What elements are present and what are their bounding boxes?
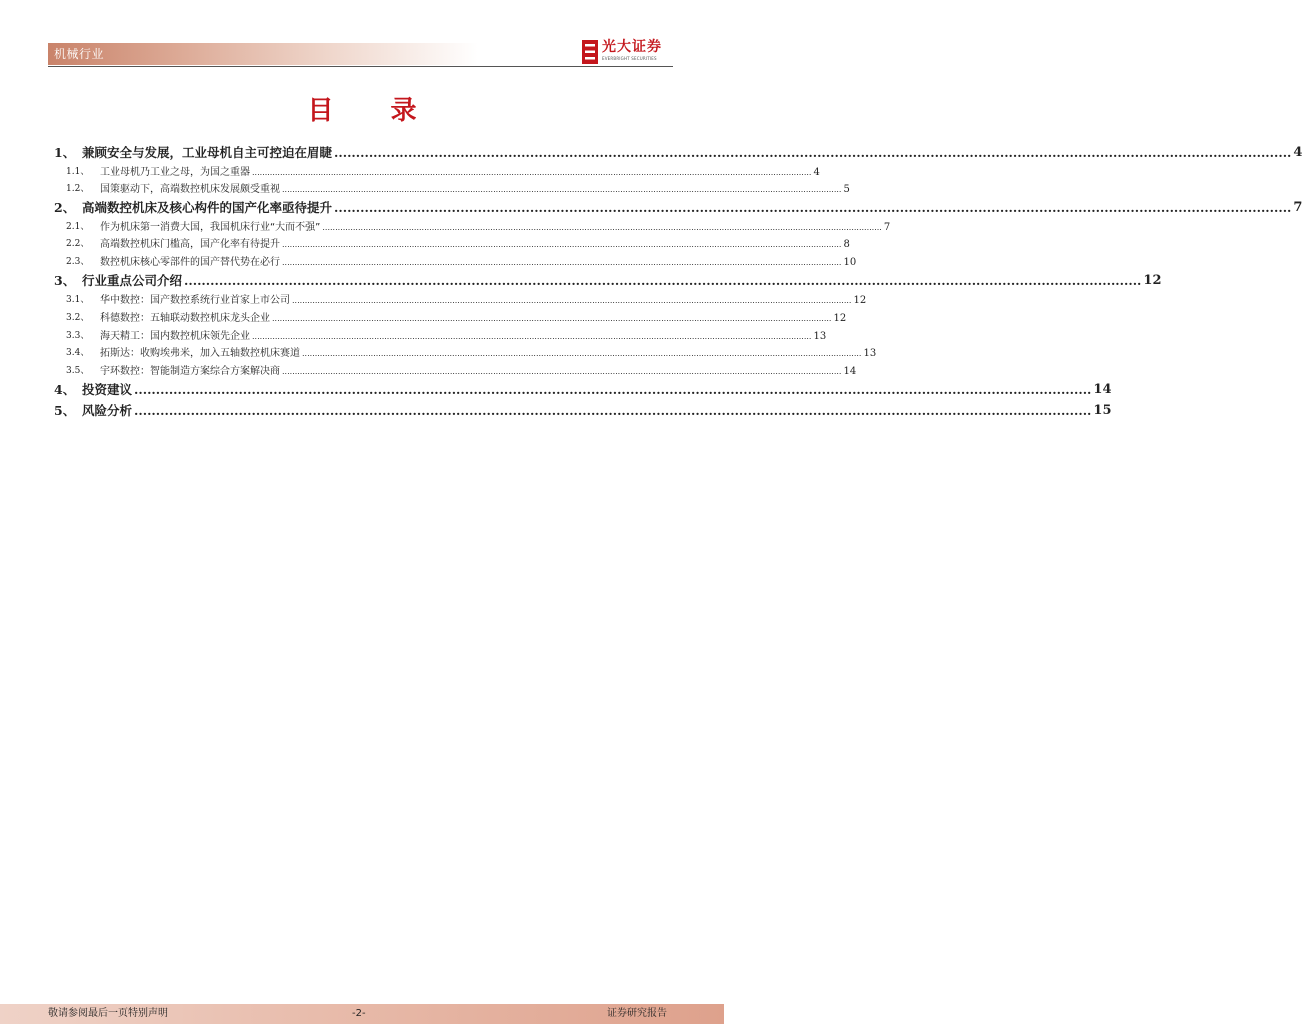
toc-entry-title: 高端数控机床门槛高，国产化率有待提升 bbox=[100, 239, 280, 250]
toc-entry-number: 3.2、 bbox=[66, 313, 90, 323]
toc-entry-title: 投资建议 bbox=[82, 382, 133, 397]
toc-entry-title: 高端数控机床及核心构件的国产化率亟待提升 bbox=[82, 200, 333, 215]
toc-entry[interactable] bbox=[54, 402, 1112, 419]
toc-entry-number: 2.3、 bbox=[66, 257, 90, 267]
toc-entry-page: 14 bbox=[1093, 382, 1112, 397]
toc-entry-page: 7 bbox=[883, 222, 891, 233]
toc-entry-number: 4、 bbox=[54, 382, 76, 397]
footer-band bbox=[0, 1004, 724, 1024]
toc-entry-title: 科德数控：五轴联动数控机床龙头企业 bbox=[100, 313, 270, 324]
toc-entry[interactable] bbox=[66, 237, 850, 251]
toc-entry-title: 行业重点公司介绍 bbox=[82, 273, 183, 288]
toc-entry-page: 4 bbox=[813, 167, 820, 178]
toc-entry-page: 7 bbox=[1293, 200, 1302, 215]
toc-entry-page: 13 bbox=[863, 348, 877, 359]
header-rule bbox=[48, 66, 673, 67]
toc-entry-page: 12 bbox=[853, 295, 867, 306]
toc-entry-page: 8 bbox=[843, 239, 850, 250]
toc-leader-dots: ............................................................................................................................................................................................................................ bbox=[252, 332, 812, 341]
toc-leader-dots: ............................................................................................................................................................................................................................ bbox=[252, 168, 812, 177]
toc-entry[interactable] bbox=[66, 346, 877, 360]
footer-page-number: -2- bbox=[352, 1008, 366, 1019]
toc-entry[interactable] bbox=[66, 329, 827, 343]
toc-entry[interactable] bbox=[66, 255, 857, 269]
toc-leader-dots: ............................................................................................................................................................................................................................ bbox=[134, 403, 1092, 418]
toc-entry[interactable] bbox=[54, 144, 1302, 161]
footer-report-type: 证券研究报告 bbox=[607, 1008, 667, 1019]
toc-entry-number: 3.1、 bbox=[66, 295, 90, 305]
toc-entry[interactable] bbox=[66, 293, 867, 307]
toc-entry-number: 5、 bbox=[54, 403, 76, 418]
toc-entry-page: 5 bbox=[843, 184, 850, 195]
toc-entry-page: 13 bbox=[813, 331, 827, 342]
toc-entry-number: 2.2、 bbox=[66, 239, 90, 249]
toc-entry-page: 10 bbox=[843, 257, 857, 268]
toc-entry[interactable] bbox=[54, 199, 1302, 216]
toc-leader-dots: ............................................................................................................................................................................................................................ bbox=[292, 296, 852, 305]
toc-leader-dots: ............................................................................................................................................................................................................................ bbox=[282, 367, 842, 376]
toc-entry-page: 12 bbox=[833, 313, 847, 324]
toc-entry-page: 12 bbox=[1143, 273, 1162, 288]
toc-entry-title: 海天精工：国内数控机床领先企业 bbox=[100, 331, 250, 342]
toc-entry-number: 3.5、 bbox=[66, 366, 90, 376]
toc-entry-title: 宇环数控：智能制造方案综合方案解决商 bbox=[100, 366, 280, 377]
toc-entry-number: 3.3、 bbox=[66, 331, 90, 341]
toc-leader-dots: ............................................................................................................................................................................................................................ bbox=[334, 200, 1292, 215]
toc-leader-dots: ............................................................................................................................................................................................................................ bbox=[282, 258, 842, 267]
toc-entry-number: 3.4、 bbox=[66, 348, 90, 358]
toc-entry-title: 风险分析 bbox=[82, 403, 133, 418]
everbright-logo bbox=[582, 39, 677, 65]
toc-entry-title: 兼顾安全与发展，工业母机自主可控迫在眉睫 bbox=[82, 145, 333, 160]
toc-entry[interactable] bbox=[54, 381, 1112, 398]
toc-entry-number: 1.2、 bbox=[66, 184, 90, 194]
toc-leader-dots: ............................................................................................................................................................................................................................ bbox=[134, 382, 1092, 397]
toc-leader-dots: ............................................................................................................................................................................................................................ bbox=[184, 273, 1142, 288]
page-title: 目 录 bbox=[307, 96, 441, 126]
logo-subtitle: EVERBRIGHT SECURITIES bbox=[602, 56, 657, 61]
toc-entry-title: 工业母机乃工业之母，为国之重器 bbox=[100, 167, 250, 178]
header-band bbox=[48, 43, 478, 65]
toc-leader-dots: ............................................................................................................................................................................................................................ bbox=[272, 314, 832, 323]
toc-leader-dots: ............................................................................................................................................................................................................................ bbox=[282, 240, 842, 249]
toc-leader-dots: ............................................................................................................................................................................................................................ bbox=[302, 349, 862, 358]
toc-entry-title: 作为机床第一消费大国，我国机床行业“大而不强” bbox=[100, 222, 321, 233]
toc-entry-title: 国策驱动下，高端数控机床发展颇受重视 bbox=[100, 184, 280, 195]
toc-entry-page: 4 bbox=[1293, 145, 1302, 160]
toc-entry[interactable] bbox=[66, 311, 847, 325]
toc-leader-dots: ............................................................................................................................................................................................................................ bbox=[282, 185, 842, 194]
toc-entry-number: 2.1、 bbox=[66, 222, 90, 232]
toc-entry-title: 华中数控：国产数控系统行业首家上市公司 bbox=[100, 295, 290, 306]
toc-entry-number: 2、 bbox=[54, 200, 76, 215]
header-section-label: 机械行业 bbox=[54, 47, 105, 61]
toc-entry-page: 15 bbox=[1093, 403, 1112, 418]
toc-entry-number: 1、 bbox=[54, 145, 76, 160]
toc-entry-number: 1.1、 bbox=[66, 167, 90, 177]
toc-entry-page: 14 bbox=[843, 366, 857, 377]
toc-entry[interactable] bbox=[66, 364, 857, 378]
toc-leader-dots: ............................................................................................................................................................................................................................ bbox=[322, 223, 882, 232]
logo-name: 光大证券 bbox=[602, 39, 662, 55]
toc-entry[interactable] bbox=[66, 165, 820, 179]
toc-leader-dots: ............................................................................................................................................................................................................................ bbox=[334, 145, 1292, 160]
toc-entry-title: 拓斯达：收购埃弗米，加入五轴数控机床赛道 bbox=[100, 348, 300, 359]
footer-disclaimer: 敬请参阅最后一页特别声明 bbox=[48, 1008, 168, 1019]
everbright-logo-icon bbox=[582, 40, 598, 64]
toc-entry[interactable] bbox=[66, 220, 891, 234]
toc-entry[interactable] bbox=[66, 182, 850, 196]
toc-entry-number: 3、 bbox=[54, 273, 76, 288]
toc-entry[interactable] bbox=[54, 272, 1162, 289]
toc-entry-title: 数控机床核心零部件的国产替代势在必行 bbox=[100, 257, 280, 268]
